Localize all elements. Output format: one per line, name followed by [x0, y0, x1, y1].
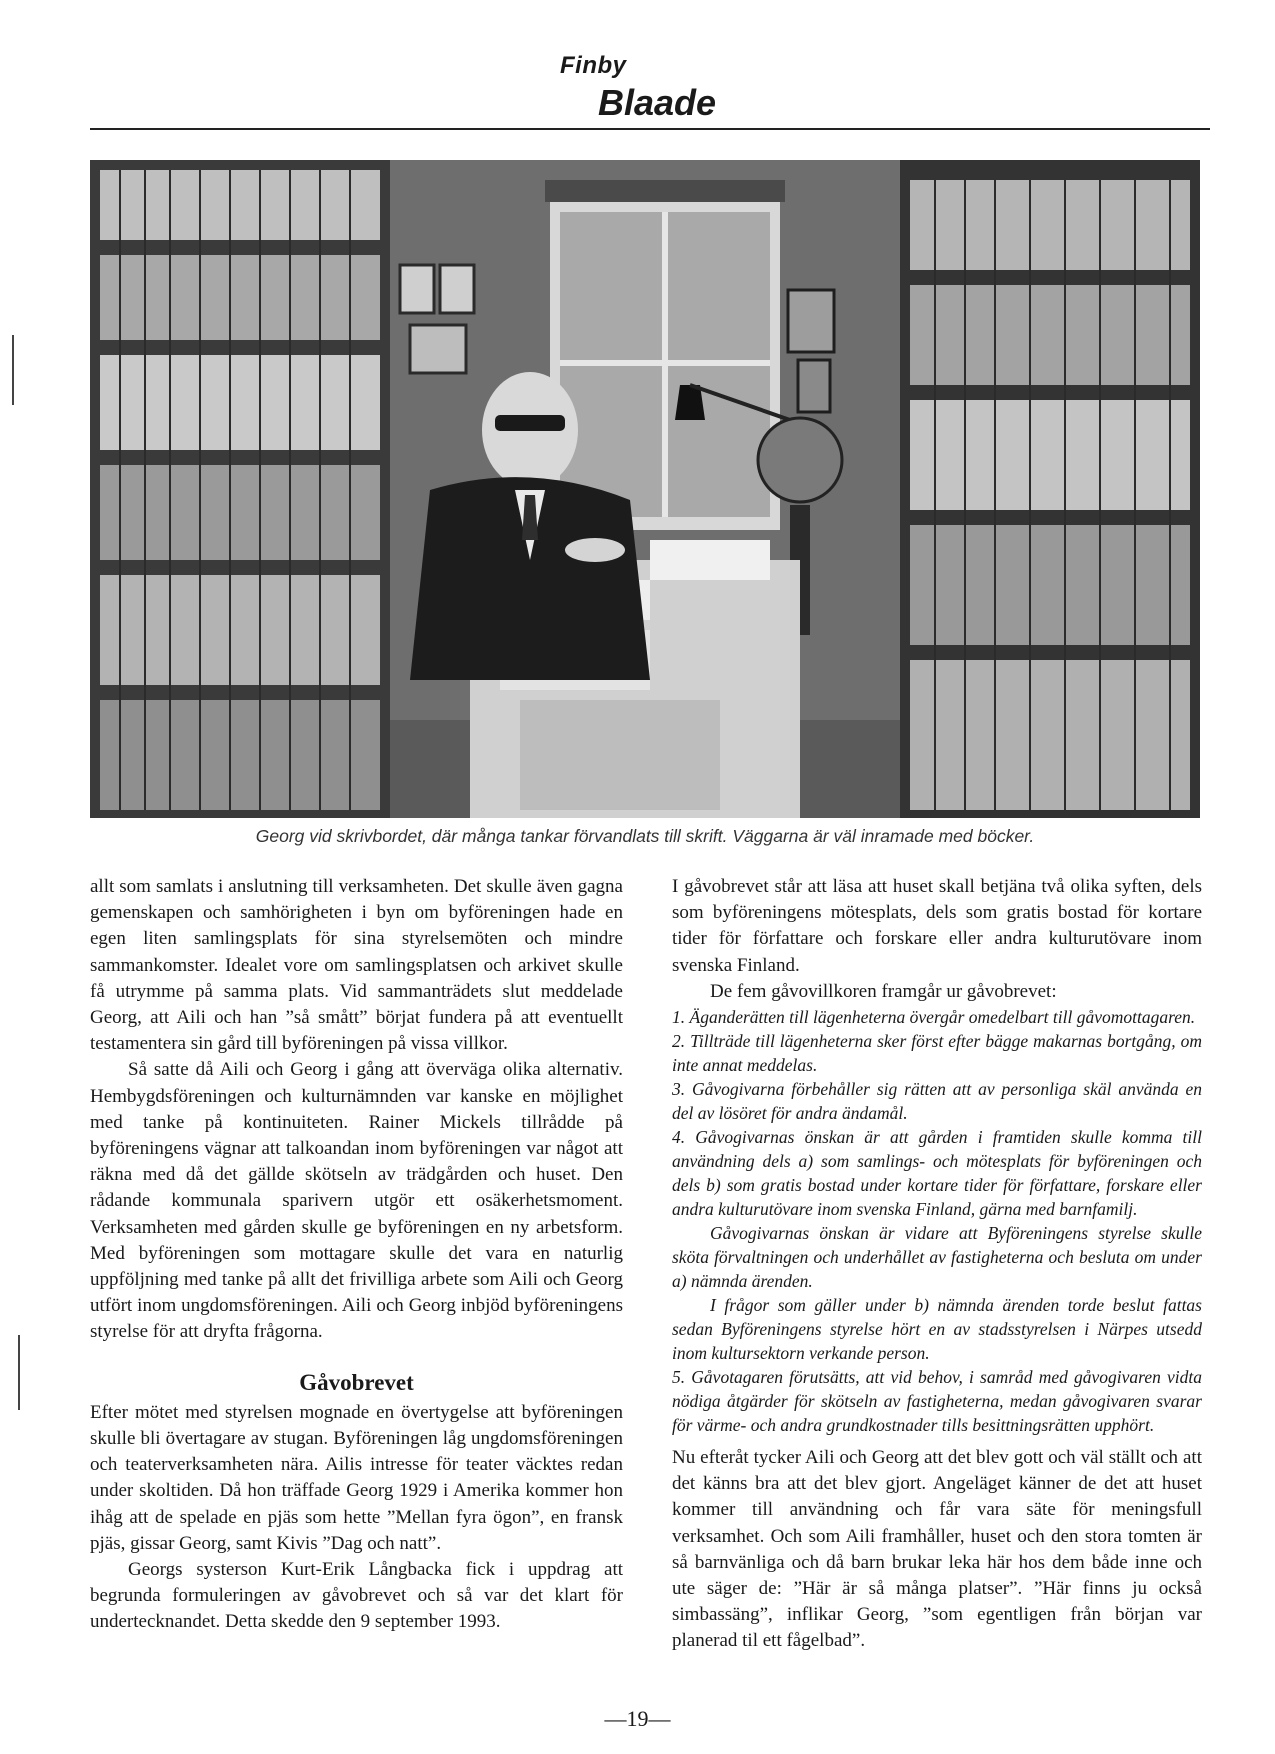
gift-condition: 4. Gåvogivarnas önskan är att gården i framtiden skulle komma till användning dels a) som samlings- och mötesplats för byföreningen och dels b) som gratis bostad under kortare tider för författare, forskare eller andra kulturutövare inom svenska Finland, gärna med barnfamilj.	[672, 1127, 1202, 1220]
gift-condition-note: Gåvogivarnas önskan är vidare att Byföreningens styrelse skulle sköta förvaltningen och underhållet av fastigheterna och besluta om under a) nämnda ärenden.	[672, 1223, 1202, 1292]
masthead-blaade: Blaade	[598, 82, 717, 123]
gift-condition: 5. Gåvotagaren förutsätts, att vid behov, i samråd med gåvogivaren vidta nödiga åtgärder för skötseln av fastigheterna, medan gåvogivaren svarar för värme- och andra grundkostnader tills besittningsrätten upphört.	[672, 1367, 1202, 1436]
masthead-finby: Finby	[560, 52, 627, 79]
margin-mark	[12, 335, 14, 405]
margin-mark	[18, 1335, 20, 1410]
right-paragraph: I gåvobrevet står att läsa att huset skall betjäna två olika syften, dels som byföreningens mötesplats, dels som gratis bostad för kortare tider för författare och forskare eller andra kulturutövare inom svenska Finland.	[672, 876, 1202, 976]
masthead	[0, 52, 1275, 132]
right-paragraph: Nu efteråt tycker Aili och Georg att det blev gott och väl ställt och att det känns bra att det blev gjort. Angeläget känner de det att huset kommer till användning och får vara säte för meningsfull verksamhet. Och som Aili framhåller, huset och den stora tomten är så barnvänliga och då barn brukar leka här hos dem både inne och ute säger de: ”Här är så många platser”. ”Här finns ju också simbassäng”, inflikar Georg, ”som egentligen från början var planerad til ett fågelbad”.	[672, 1447, 1202, 1652]
header-rule	[90, 128, 1210, 130]
right-paragraph: De fem gåvovillkoren framgår ur gåvobrevet:	[710, 980, 1057, 1002]
gift-condition: 3. Gåvogivarna förbehåller sig rätten att av personliga skäl använda en del av lösöret för andra ändamål.	[672, 1079, 1202, 1124]
study-photo	[90, 160, 1200, 818]
gift-condition-note: I frågor som gäller under b) nämnda ärenden torde beslut fattas sedan Byföreningens styrelse hört en av stadsstyrelsen i Närpes utsedd inom kultursektorn verkande person.	[672, 1295, 1202, 1364]
left-paragraph: Georgs systerson Kurt-Erik Långbacka fick i uppdrag att begrunda formuleringen av gåvobrevet och så var det klart för undertecknandet. Detta skedde den 9 september 1993.	[90, 1559, 623, 1633]
section-heading: Gåvobrevet	[299, 1369, 414, 1395]
left-paragraph: Efter mötet med styrelsen mognade en övertygelse att byföreningen skulle bli övertagare av stugan. Byföreningen låg ungdomsföreningen och teaterverksamheten nära. Ailis intresse för teater väcktes redan under skoltiden. Då hon träffade Georg 1929 i Amerika kommer hon ihåg att de spelade en pjäs som hette ”Mellan fyra ögon”, en fransk pjäs, gissar Georg, samt Kivis ”Dag och natt”.	[90, 1401, 623, 1554]
page-number: —19—	[604, 1706, 671, 1731]
left-paragraph: allt som samlats i anslutning till verksamheten. Det skulle även gagna gemenskapen och samhörigheten i byn om byföreningen hade en egen liten samlingsplats för sina styrelsemöten och mindre sammankomster. Idealet vore om samlingsplatsen och arkivet skulle få utrymme på samma plats. Vid sammanträdets slut meddelade Georg, att Aili och han ”så smått” börjat fundera på att eventuellt testamentera sin gård till byföreningen på vissa villkor.	[90, 876, 623, 1055]
photo-caption: Georg vid skrivbordet, där många tankar förvandlats till skrift. Väggarna är väl inramade med böcker.	[255, 826, 1035, 846]
left-column	[90, 874, 623, 1636]
gift-condition: 1. Äganderätten till lägenheterna övergår omedelbart till gåvomottagaren.	[672, 1007, 1196, 1028]
gift-condition: 2. Tillträde till lägenheterna sker först efter bägge makarnas bortgång, om inte annat meddelas.	[672, 1031, 1202, 1076]
right-column	[672, 874, 1202, 1655]
left-paragraph: Så satte då Aili och Georg i gång att överväga olika alternativ. Hembygdsföreningen och kulturnämnden var kanske en möjlighet med tanke på kontinuiteten. Rainer Mickels tillrådde på byföreningens vägnar att talkoandan inom byföreningen var något att räkna med då det gällde skötseln av trädgården och huset. Den rådande kommunala sparivern utgör ett osäkerhetsmoment. Verksamheten med gården skulle ge byföreningen en ny arbetsform. Med byföreningen som mottagare skulle det vara en naturlig uppföljning med tanke på allt det frivilliga arbete som Aili och Georg utfört inom ungdomsföreningen. Aili och Georg inbjöd byföreningens styrelse för att dryfta frågorna.	[90, 1059, 623, 1343]
